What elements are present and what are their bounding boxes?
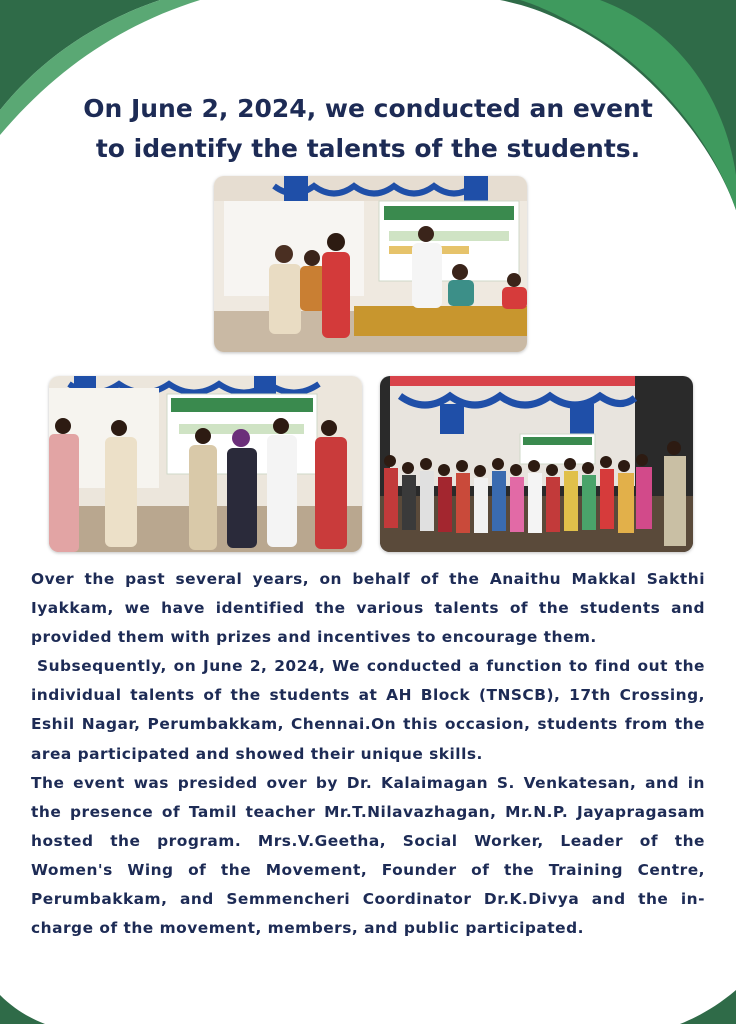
event-description: [31, 565, 705, 943]
students-group-photo: [380, 376, 693, 552]
title-line-1: On June 2, 2024, we conducted an event: [83, 93, 653, 123]
stage-felicitation-photo: [214, 176, 527, 352]
title-line-2: to identify the talents of the students.: [95, 133, 641, 163]
prize-presentation-photo: [49, 376, 362, 552]
paragraph-function: Subsequently, on June 2, 2024, We conducted a function to find out the individual talents of the students at AH Block (TNSCB), 17th Crossing, Eshil Nagar, Perumbakkam, Chennai.On this occasion, students from the area participated and showed their unique skills.: [31, 657, 705, 763]
paragraph-participants: The event was presided over by Dr. Kalaimagan S. Venkatesan, and in the presence of Tamil teacher Mr.T.Nilavazhagan, Mr.N.P. Jayapragasam hosted the program. Mrs.V.Geetha, Social Worker, Leader of the Women's Wing of the Movement, Founder of the Training Centre, Perumbakkam, and Semmencheri Coordinator Dr.K.Divya and the in-charge of the movement, members, and public participated.: [31, 773, 705, 938]
paragraph-intro: Over the past several years, on behalf of the Anaithu Makkal Sakthi Iyakkam, we have identified the various talents of the students and provided them with prizes and incentives to encourage them.: [31, 570, 705, 647]
page-title: [40, 89, 696, 169]
